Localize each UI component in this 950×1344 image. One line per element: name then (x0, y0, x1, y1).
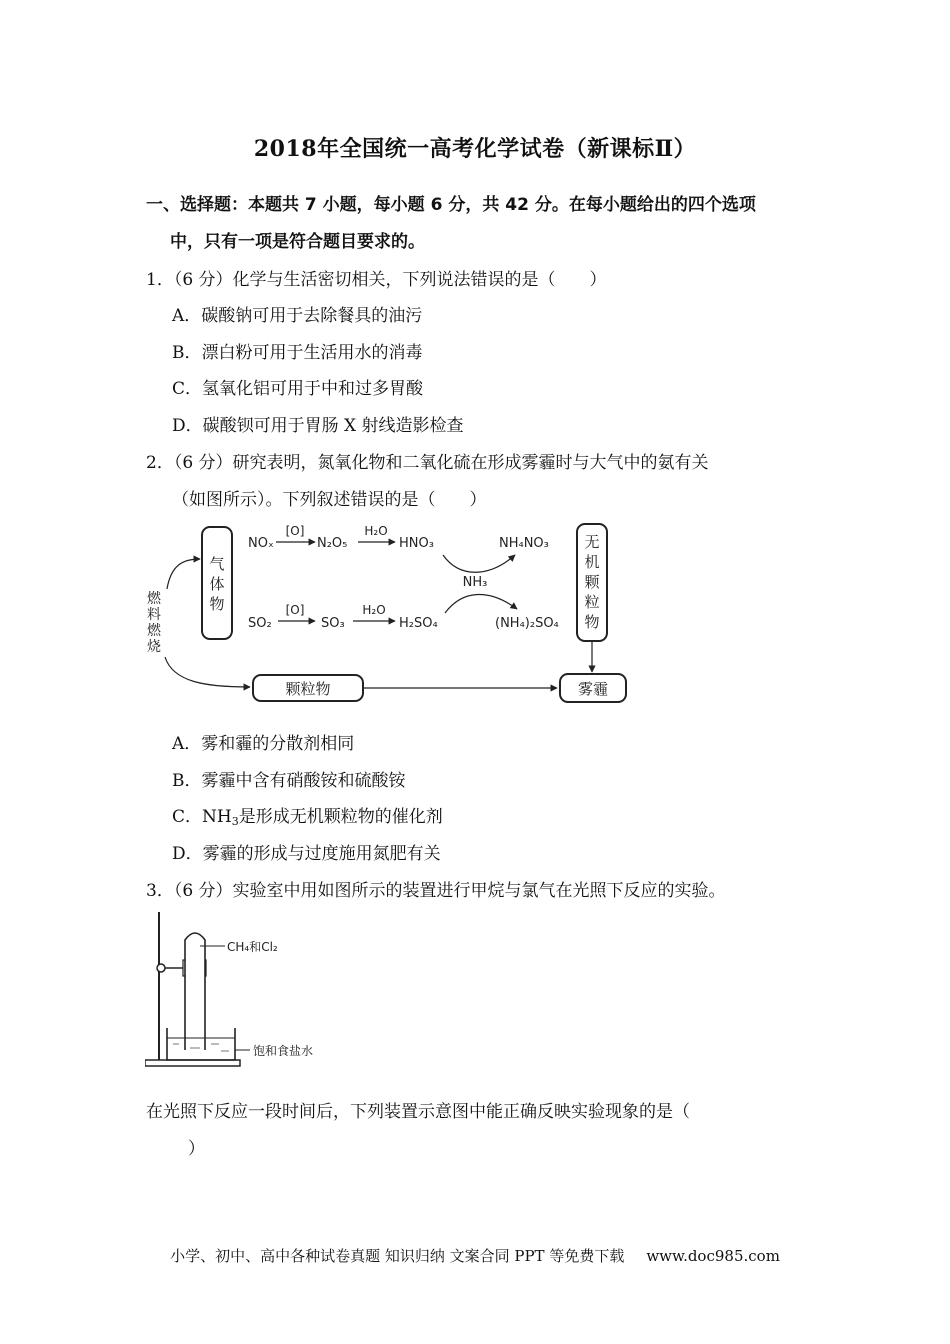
row2-nh4-2so4: (NH₄)₂SO₄ (495, 616, 559, 631)
fuel-label-char-1: 燃 (147, 591, 161, 607)
row1-nox: NOₓ (248, 536, 274, 551)
row2-water-label: H₂O (362, 603, 386, 617)
question-2-stem-line2: （如图所示）。下列叙述错误的是（ ） (172, 490, 487, 510)
row1-nh4no3: NH₄NO₃ (499, 536, 549, 551)
row2-curve-arrow (445, 594, 517, 613)
section-heading-line2: 中，只有一项是符合题目要求的。 (170, 232, 425, 252)
question-1-option-b: B．漂白粉可用于生活用水的消毒 (172, 343, 423, 363)
question-1-stem: 1．（6 分）化学与生活密切相关，下列说法错误的是（ ） (146, 270, 607, 290)
particulate-box-label: 颗粒物 (285, 680, 331, 698)
option-c-prefix: C．NH (172, 807, 232, 827)
question-1-option-c: C．氢氧化铝可用于中和过多胃酸 (172, 379, 424, 399)
question-2-stem-line1: 2．（6 分）研究表明，氮氧化物和二氧化硫在形成雾霾时与大气中的氨有关 (146, 453, 709, 473)
fuel-label-char-3: 燃 (147, 623, 161, 639)
option-c-suffix: 是形成无机颗粒物的催化剂 (238, 807, 443, 827)
inorganic-box-char-3: 颗 (584, 573, 600, 591)
gas-label: CH₄和Cl₂ (227, 940, 278, 954)
gas-box-char-1: 气 (209, 555, 225, 573)
inorganic-box-char-5: 物 (584, 613, 600, 631)
row1-curve-arrow (443, 555, 515, 572)
question-2-option-c (172, 802, 443, 828)
inorganic-box-char-2: 机 (584, 553, 600, 571)
row2-h2so4: H₂SO₄ (399, 616, 438, 631)
question-3-stem: 3．（6 分）实验室中用如图所示的装置进行甲烷与氯气在光照下反应的实验。 (146, 881, 726, 901)
page-title: 2018年全国统一高考化学试卷（新课标Ⅱ） (253, 136, 697, 162)
row1-oxidizer-label: [O] (285, 524, 305, 538)
question-1-option-d: D．碳酸钡可用于胃肠 X 射线造影检查 (172, 416, 464, 436)
page-footer (0, 1245, 950, 1266)
gas-box-char-3: 物 (209, 595, 225, 613)
fuel-label-char-4: 烧 (147, 639, 161, 655)
question-2-option-d: D．雾霾的形成与过度施用氮肥有关 (172, 844, 441, 864)
row2-so2: SO₂ (248, 616, 272, 631)
footer-text: 小学、初中、高中各种试卷真题 知识归纳 文案合同 PPT 等免费下载 (170, 1247, 625, 1265)
fuel-to-gas-arrow (167, 559, 200, 589)
question-2-option-a: A．雾和霾的分散剂相同 (172, 734, 355, 754)
question-1-option-a: A．碳酸钠可用于去除餐具的油污 (172, 306, 423, 326)
liquid-label: 饱和食盐水 (253, 1044, 314, 1058)
haze-formation-diagram (145, 517, 635, 709)
question-3-after-line2: ） (188, 1139, 205, 1159)
methane-chlorine-apparatus (145, 910, 345, 1075)
inverted-test-tube (185, 933, 205, 1050)
option-c-subscript: 3 (231, 815, 239, 828)
question-2-option-b: B．雾霾中含有硝酸铵和硫酸铵 (172, 771, 406, 791)
row1-hno3: HNO₃ (399, 536, 434, 551)
row1-n2o5: N₂O₅ (317, 536, 348, 551)
footer-url[interactable]: www.doc985.com (646, 1247, 780, 1265)
row2-oxidizer-label: [O] (285, 603, 305, 617)
haze-box-label: 雾霾 (577, 680, 609, 698)
gas-box-char-2: 体 (209, 575, 225, 593)
section-heading-line1: 一、选择题：本题共 7 小题，每小题 6 分，共 42 分。在每小题给出的四个选项 (146, 195, 756, 215)
ammonia-label: NH₃ (462, 575, 488, 590)
question-3-after-line1: 在光照下反应一段时间后，下列装置示意图中能正确反映实验现象的是（ (146, 1102, 690, 1122)
inorganic-box-char-1: 无 (584, 533, 600, 551)
row2-so3: SO₃ (321, 616, 345, 631)
fuel-to-particle-arrow (165, 657, 250, 687)
fuel-label-char-2: 料 (147, 607, 161, 623)
inorganic-box-char-4: 粒 (584, 593, 600, 611)
row1-water-label: H₂O (364, 524, 388, 538)
